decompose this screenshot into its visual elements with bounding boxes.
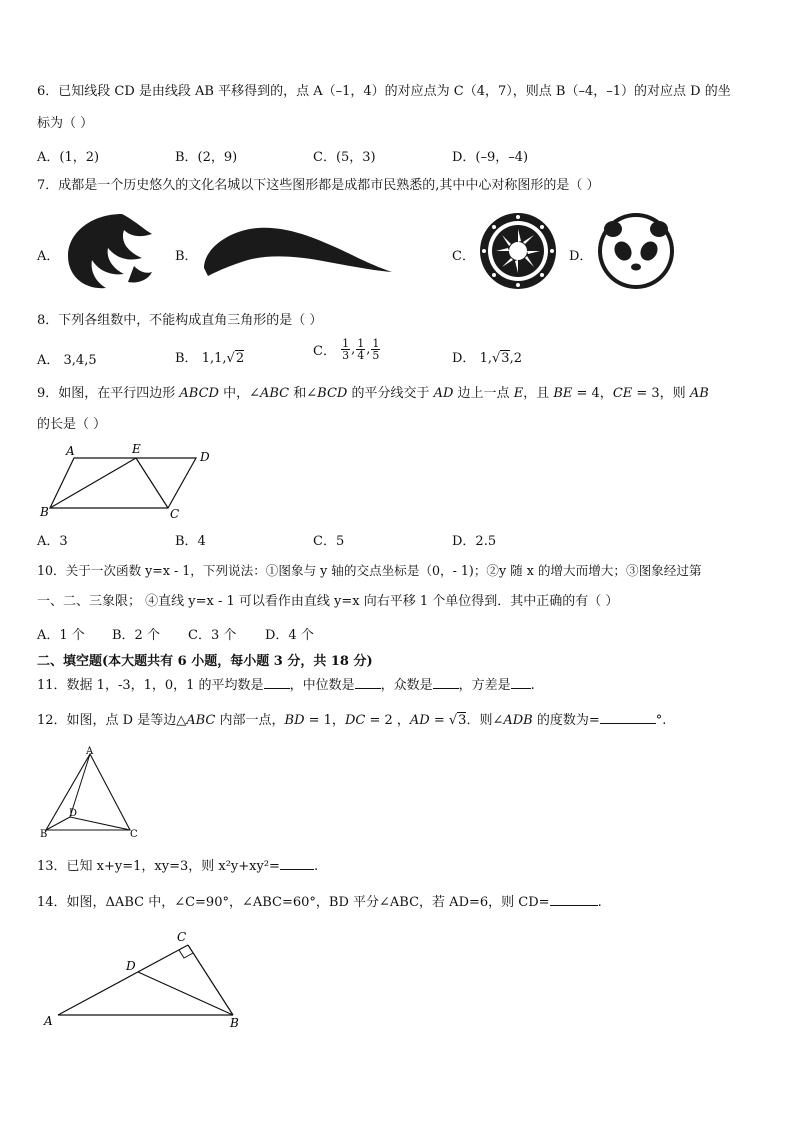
q9-label-d: D [200,450,210,464]
panda-face-icon [595,211,677,295]
q12-label-a: A [86,746,94,757]
q14-right-triangle-figure [38,925,253,1034]
q9-label-c: C [170,507,180,521]
q9-label-a: A [66,444,75,458]
wave-logo-icon [200,220,395,284]
q8-option-b: B． 1,1,√2 [175,351,245,366]
q8-option-d-root: 3 [501,351,510,366]
q11-text: 11．数据 1，-3，1，0，1 的平均数是 ，中位数是 ，众数是 ，方差是 . [37,678,535,693]
q8-frac-2: $\frac{1}{4}$ [357,337,365,362]
section-2-heading: 二、填空题(本大题共有 6 小题，每小题 3 分，共 18 分) [37,654,373,669]
q14-answer-blank[interactable] [550,905,598,906]
q14-text: 14．如图，ΔABC 中，∠C=90°，∠ABC=60°，BD 平分∠ABC，若 AD=6，则 CD= . [37,895,602,910]
q8-frac-1: $\frac{1}{3}$ [342,337,350,362]
q11-blank-mean[interactable] [264,688,290,689]
q6-option-b: B．(2，9) [175,150,238,165]
q10-option-d: D．4 个 [265,628,314,643]
q14-label-c: C [177,930,187,944]
q8-option-b-root: 2 [235,351,245,366]
q9-parallelogram-figure [38,440,228,529]
q7-label-c: C． [452,249,475,264]
q10-option-a: A．1 个 [37,628,85,643]
q11-blank-mode[interactable] [433,688,459,689]
q10-option-c: C．3 个 [188,628,237,643]
q6-option-c: C．(5，3) [313,150,376,165]
q8-option-b-label: B． [175,351,198,366]
q6-line2: 标为（ ） [37,116,94,131]
q8-frac-3: $\frac{1}{5}$ [372,337,380,362]
q12-label-b: B [40,829,48,840]
q8-text: 8．下列各组数中，不能构成直角三角形的是（ ） [37,313,323,328]
q10-line2: 一、二、三象限； ④直线 y=x - 1 可以看作由直线 y=x 向右平移 1 个单位得到．其中正确的有（ ） [37,594,619,609]
q10-option-b: B．2 个 [112,628,160,643]
q14-label-a: A [44,1014,53,1028]
q14-label-d: D [126,959,136,973]
q10-line1: 10．关于一次函数 y=x - 1，下列说法：①图象与 y 轴的交点坐标是（0，- 1)；②y 随 x 的增大而增大；③图象经过第 [37,563,702,578]
q8-option-c-label: C． [313,344,336,359]
q8-option-c: C． $\frac{1}{3}$ , $\frac{1}{4}$ , $\frac{1}{5}$ [313,337,380,362]
q9-label-e: E [132,442,141,456]
q8-option-a: A． 3,4,5 [37,353,97,368]
q13-text: 13．已知 x+y=1，xy=3，则 x²y+xy²= . [37,859,319,874]
q8-option-d-label: D． [452,351,476,366]
q11-blank-variance[interactable] [511,688,531,689]
q12-text: 12．如图，点 D 是等边△ABC 内部一点，BD = 1，DC = 2 ，AD = √3．则∠ADB 的度数为= °. [37,713,667,728]
q11-blank-median[interactable] [355,688,381,689]
q12-label-d: D [69,808,78,819]
swirl-logo-icon [62,210,157,296]
q12-label-c: C [130,829,138,840]
q6-line1: 6．已知线段 CD 是由线段 AB 平移得到的，点 A（–1，4）的对应点为 C（4，7），则点 B（–4，–1）的对应点 D 的坐 [37,84,731,99]
q9-line1: 9．如图，在平行四边形 ABCD 中，∠ABC 和∠BCD 的平分线交于 AD 边上一点 E，且 BE = 4，CE = 3，则 AB [37,386,709,401]
q14-label-b: B [230,1016,239,1030]
q9-label-b: B [40,505,49,519]
q13-answer-blank[interactable] [280,869,314,870]
q9-line2: 的长是（ ） [37,417,107,432]
q7-label-d: D． [569,249,593,264]
sun-bird-disc-icon [478,211,558,295]
q9-option-b: B．4 [175,534,206,549]
q12-triangle-figure [38,746,148,845]
q8-option-d: D． 1,√3,2 [452,351,522,366]
q6-option-a: A．(1，2) [37,150,100,165]
q6-option-d: D．(–9，–4) [452,150,529,165]
q9-option-a: A．3 [37,534,68,549]
q7-text: 7．成都是一个历史悠久的文化名城以下这些图形都是成都市民熟悉的,其中中心对称图形的是（ ） [37,178,600,193]
q12-answer-blank[interactable] [600,723,656,724]
q9-option-c: C．5 [313,534,345,549]
q7-label-a: A． [37,249,60,264]
q8-option-b-nums: 1,1, [201,351,227,366]
q9-option-d: D．2.5 [452,534,497,549]
q7-label-b: B． [175,249,198,264]
